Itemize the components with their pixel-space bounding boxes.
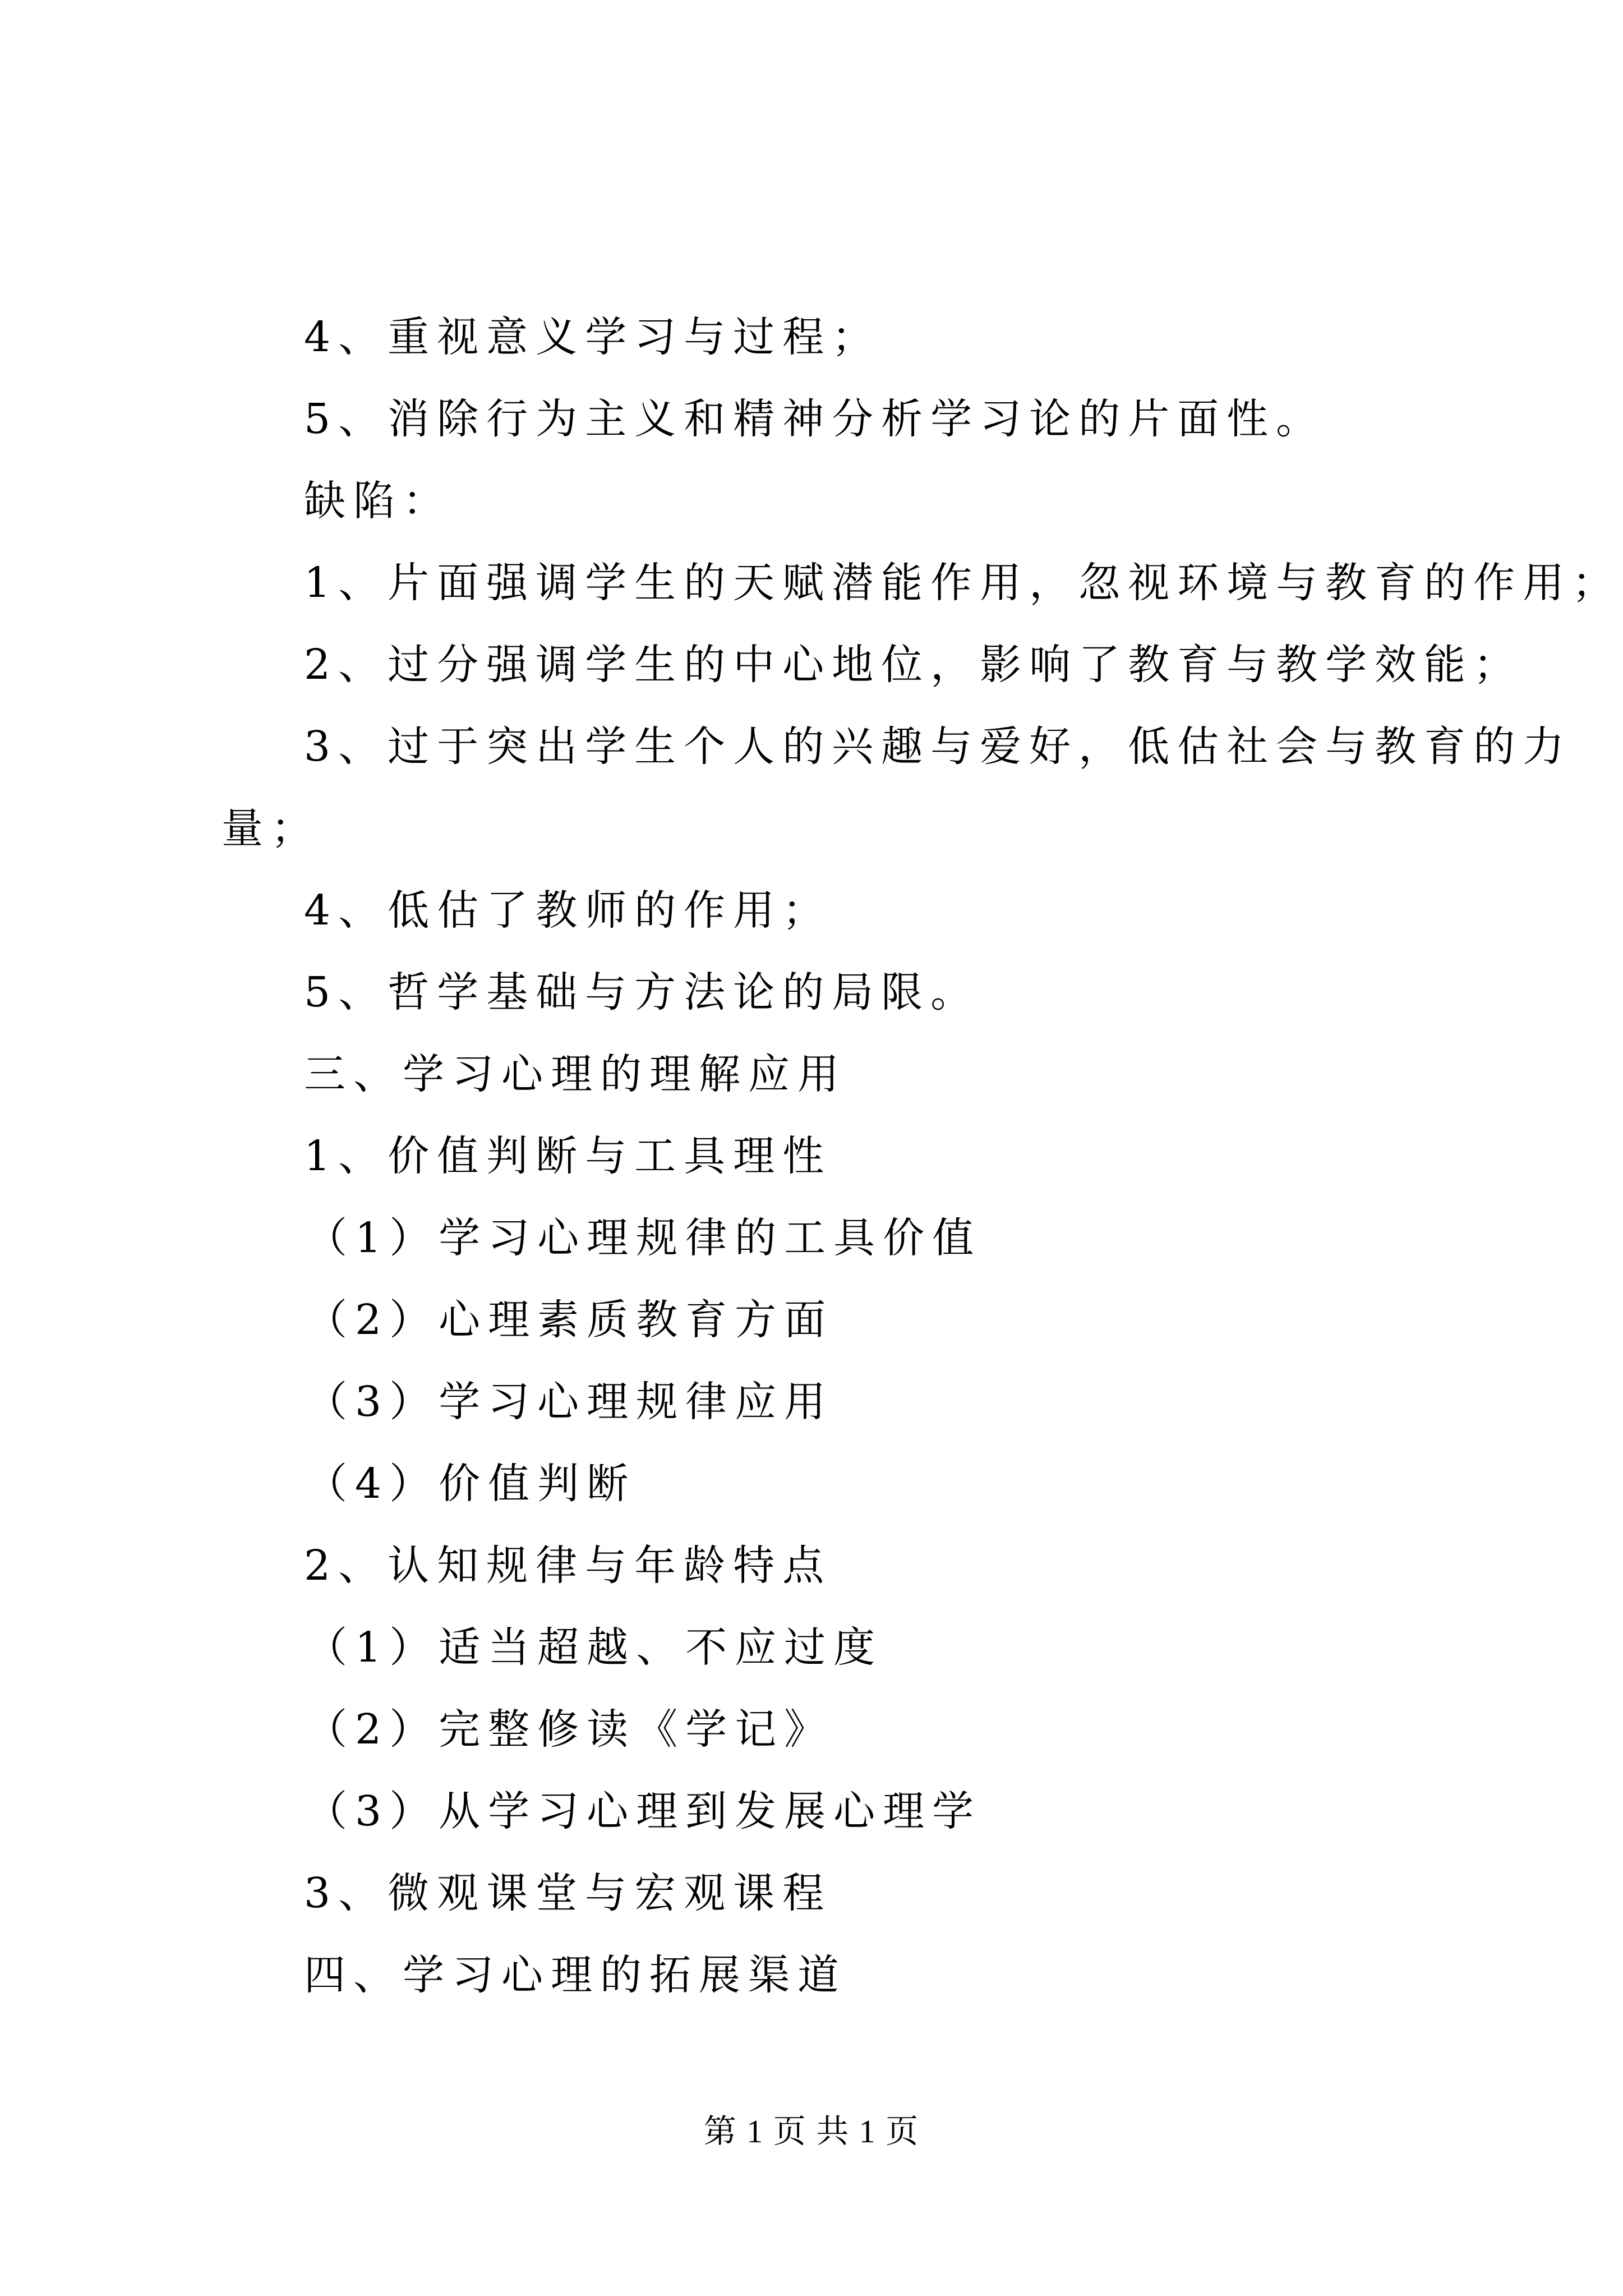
list-item: （3）从学习心理到发展心理学 xyxy=(306,1787,982,1835)
list-item: （4）价值判断 xyxy=(306,1460,637,1508)
section-heading: 四、学习心理的拓展渠道 xyxy=(304,1951,847,1999)
list-item: 4、低估了教师的作用； xyxy=(304,886,832,935)
list-item: （1）适当超越、不应过度 xyxy=(306,1623,883,1672)
document-body xyxy=(222,296,1622,2016)
page-number-footer: 第 1 页 共 1 页 xyxy=(703,2113,920,2150)
list-item: （2）完整修读《学记》 xyxy=(306,1705,834,1754)
list-item: （2）心理素质教育方面 xyxy=(306,1296,834,1344)
list-item: 2、过分强调学生的中心地位，影响了教育与教学效能； xyxy=(304,641,1523,689)
section-heading: 三、学习心理的理解应用 xyxy=(304,1050,847,1098)
list-item: （3）学习心理规律应用 xyxy=(306,1378,834,1426)
list-item-continuation: 量； xyxy=(222,804,320,853)
list-item: 5、哲学基础与方法论的局限。 xyxy=(304,968,980,1016)
list-item: 3、过于突出学生个人的兴趣与爱好，低估社会与教育的力 xyxy=(304,723,1573,771)
subsection-heading: 3、微观课堂与宏观课程 xyxy=(304,1869,832,1917)
list-item: 5、消除行为主义和精神分析学习论的片面性。 xyxy=(304,395,1326,443)
list-item: 1、片面强调学生的天赋潜能作用，忽视环境与教育的作用； xyxy=(304,559,1622,607)
list-item: （1）学习心理规律的工具价值 xyxy=(306,1214,982,1262)
subsection-heading: 2、认知规律与年龄特点 xyxy=(304,1542,832,1590)
list-item: 4、重视意义学习与过程； xyxy=(304,313,882,361)
section-label-defects: 缺陷： xyxy=(304,477,452,525)
subsection-heading: 1、价值判断与工具理性 xyxy=(304,1132,832,1180)
